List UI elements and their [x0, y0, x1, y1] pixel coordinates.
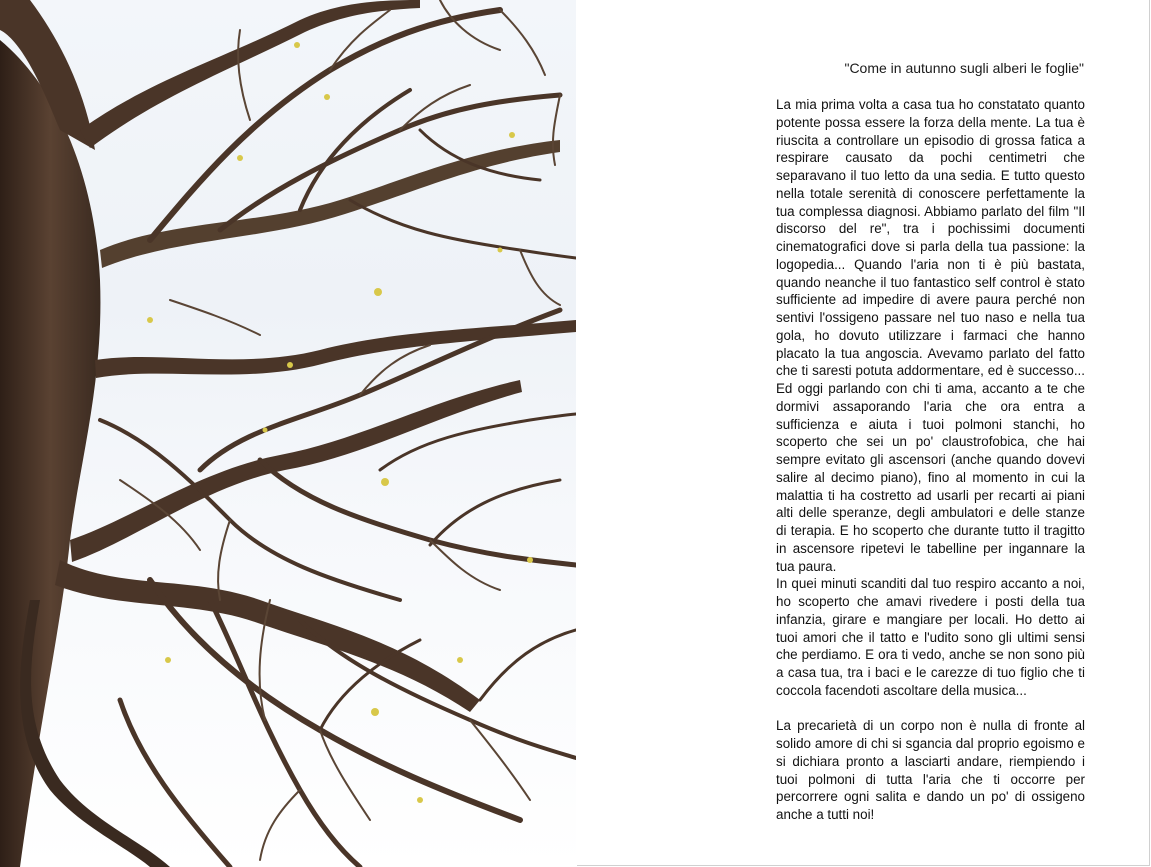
- paragraph: In quei minuti scanditi dal tuo respiro accanto a noi, ho scoperto che amavi rivedere i posti della tua infanzia, girare e mangiare per locali. Ho detto ai tuoi amori che il tatto e l'udito sono gli ultimi sensi che perdiamo. E ora ti vedo, anche se non sono più a casa tua, tra i baci e le carezze di tuo figlio che ti coccola facendoti ascoltare della musica...: [776, 576, 1085, 698]
- paragraph: La precarietà di un corpo non è nulla di fronte al solido amore di chi si sgancia dal proprio egoismo e si dichiara pronto a lasciarti andare, riempiendo i tuoi polmoni di tutta l'aria che ti occorre per percorrere ogni salita e dando un po' di ossigeno anche a tutti noi!: [776, 718, 1085, 822]
- paragraph: La mia prima volta a casa tua ho constatato quanto potente possa essere la forza della mente. La tua è riuscita a controllare un episodio di grossa fatica a respirare causato da pochi centimetri che separavano il tuo letto da una sedia. E tutto questo nella totale serenità di conoscere perfettamente la tua complessa diagnosi. Abbiamo parlato del film "Il discorso del re", tra i pochissimi documenti cinematografici dove si parla della tua passione: la logopedia... Quando l'aria non ti è più bastata, quando neanche il tuo fantastico self control è stato sufficiente ad impedire di avere paura perché non sentivi l'ossigeno passare nel tuo naso e nella tua gola, ho dovuto utilizzare i farmaci che hanno placato la tua angoscia. Avevamo parlato del fatto che ti saresti potuta addormentare, ed è successo... Ed oggi parlando con chi ti ama, accanto a te che dormivi assaporando l'aria che ora entra a sufficienza e aiuta i tuoi polmoni stanchi, ho scoperto che sei un po' claustrofobica, che hai sempre evitato gli ascensori (anche quando dovevi salire al decimo piano), fino al momento in cui la malattia ti ha costretto ad usarli per recarti ai piani alti delle speranze, degli ambulatori e delle stanze di terapia. E ho scoperto che durante tutto il tragitto in ascensore ripetevi le tabelline per ingannare la tua paura.: [776, 97, 1085, 574]
- essay-title: "Come in autunno sugli alberi le foglie": [844, 60, 1084, 76]
- essay-body: [776, 96, 1085, 824]
- text-page: [577, 0, 1150, 866]
